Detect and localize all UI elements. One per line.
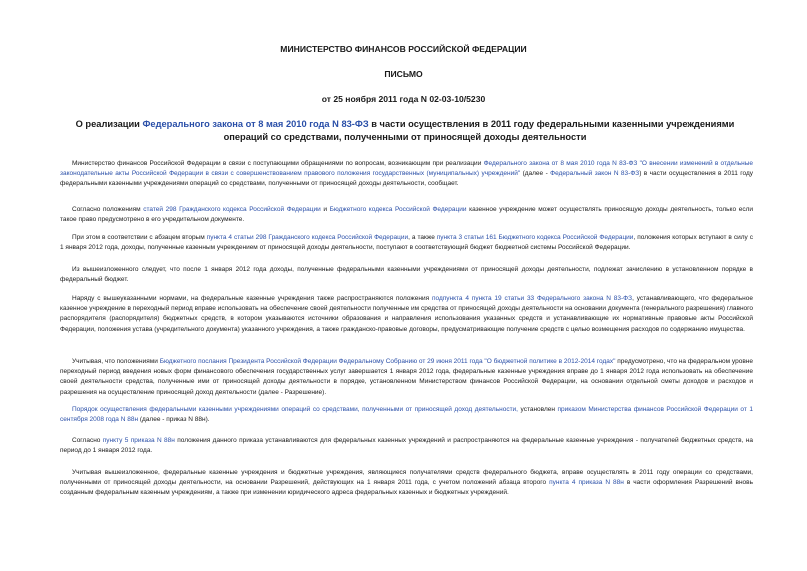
paragraph-text: При этом в соответствии с абзацем вторым xyxy=(72,234,207,241)
reference-link[interactable]: Бюджетного послания Президента Российской Федерации Федеральному Собранию от 29 июня 2011 года "О бюджетной политике в 2012-2014 годах" xyxy=(159,358,616,365)
date-number-heading: от 25 ноября 2011 года N 02-03-10/5230 xyxy=(321,94,486,104)
paragraph-text: Наряду с вышеуказанными нормами, на федеральные казенные учреждения также распространяются положения xyxy=(72,295,432,302)
paragraph-text: (далее - приказ N 88н). xyxy=(138,416,210,424)
reference-link[interactable]: Федеральный закон N 83-ФЗ xyxy=(550,170,640,178)
paragraph-text: , положения которых вступают в силу с 1 января 2012 года, доходы, полученные казенным учреждением от приносящей доходы деятельности, поступают в соответствующий бюджет бюджетной системы Российской Федерации. xyxy=(60,234,753,252)
paragraph-9 xyxy=(60,468,753,499)
ministry-heading: МИНИСТЕРСТВО ФИНАНСОВ РОССИЙСКОЙ ФЕДЕРАЦИИ xyxy=(280,44,527,54)
paragraph-7 xyxy=(60,405,753,425)
paragraph-text: Учитывая, что положениями xyxy=(72,358,160,365)
reference-link[interactable]: Бюджетного кодекса Российской Федерации xyxy=(329,206,467,213)
paragraph-2 xyxy=(60,205,753,225)
reference-link[interactable]: Порядок осуществления федеральными казенными учреждениями операций со средствами, полученными от приносящей доход деятельности, xyxy=(72,406,518,413)
paragraph-6 xyxy=(60,357,753,398)
paragraph-text: в части оформления Разрешений вновь созданным федеральным казенным учреждениям, а также при изменении юридического адреса федеральных казенных и бюджетных учреждений. xyxy=(60,479,753,497)
paragraph-text: положения данного приказа устанавливаются для федеральных казенных учреждений и распространяются на федеральные казенные учреждения - получателей бюджетных средств, на период до 1 января 2012 года. xyxy=(60,437,753,455)
doc-type-heading: ПИСЬМО xyxy=(384,69,423,79)
paragraph-4 xyxy=(60,265,753,285)
paragraph-1 xyxy=(60,159,753,190)
paragraph-text: Согласно xyxy=(72,437,103,444)
reference-link[interactable]: пункта 3 статьи 161 Бюджетного кодекса Российской Федерации xyxy=(436,234,634,241)
paragraph-text: казенное учреждение может осуществлять приносящую доходы деятельность, только если такое право предусмотрено в его учредительном документе. xyxy=(60,206,753,224)
paragraph-text: Учитывая вышеизложенное, федеральные казенные учреждения и бюджетные учреждения, являющиеся получателями средств федерального бюджета, вправе осуществлять в 2011 году операции со средствами, полученными от приносящей доходы деятельности, на основании Разрешений, действующих на 1 января 2011 года, с учетом положений абзаца второго xyxy=(60,469,753,487)
reference-link[interactable]: подпункта 4 пункта 19 статьи 33 Федерального закона N 83-ФЗ xyxy=(431,295,633,302)
reference-link[interactable]: пункту 5 приказа N 88н xyxy=(102,437,175,444)
reference-link[interactable]: пункта 4 статьи 298 Гражданского кодекса Российской Федерации xyxy=(206,234,409,241)
document-title xyxy=(60,118,750,144)
paragraph-text: установлен xyxy=(517,406,558,413)
reference-link[interactable]: пункта 4 приказа N 88н xyxy=(549,479,624,487)
title-text-before: О реализации xyxy=(75,119,143,129)
paragraph-text: Согласно положениям xyxy=(72,206,144,213)
reference-link[interactable]: Федерального закона от 8 мая 2010 года N 83-ФЗ "О внесении изменений в отдельные законодательные акты Российской Федерации в связи с совершенствованием правового положения государственных (муниципальных) учреждений" xyxy=(60,160,753,178)
reference-link[interactable]: статей 298 Гражданского кодекса Российской Федерации xyxy=(143,206,321,213)
paragraph-text: Из вышеизложенного следует, что после 1 января 2012 года доходы, полученные федеральными казенными учреждениями от приносящей доходы деятельности, подлежат зачислению в установленном порядке в федеральный бюджет. xyxy=(60,266,753,284)
title-law-link[interactable]: Федерального закона от 8 мая 2010 года N 83-ФЗ xyxy=(142,119,369,129)
paragraph-text: Министерство финансов Российской Федерации в связи с поступающими обращениями по вопросам, возникающим при реализации xyxy=(72,160,484,167)
paragraph-5 xyxy=(60,294,753,335)
paragraph-3 xyxy=(60,233,753,253)
paragraph-8 xyxy=(60,436,753,456)
paragraph-text: предусмотрено, что на федеральном уровне переходный период введения новых форм финансового обеспечения государственных услуг завершается 1 января 2012 года, федеральные казенные учреждения вправе до 1 января 2012 года использовать на обеспечение своей деятельности средства, полученные ими от приносящей доходы деятельности в порядке, установленном Министерством финансов Российской Федерации, на основании отдельной сметы доходов и расходов и разрешения на осуществление приносящей доход деятельности (далее - Разрешение). xyxy=(60,358,753,396)
title-text-after: в части осуществления в 2011 году федеральными казенными учреждениями операций со средствами, полученными от приносящей доходы деятельности xyxy=(223,119,735,142)
paragraph-text: (далее - xyxy=(520,170,551,178)
paragraph-text: , устанавливающего, что федеральное казенное учреждение в переходный период вправе использовать на обеспечение своей деятельности полученные им средства от приносящей доходы деятельности на основании документа (генерального разрешения) главного распорядителя (распорядителя) бюджетных средств, в котором указываются источники образования и направления использования указанных средств и устанавливающие их нормативные правовые акты Российской Федерации, положения устава (учредительного документа) указанного учреждения, а также гражданско-правовые договоры, предусматривающие получение средств с целью возмещения расходов по содержанию имущества. xyxy=(60,295,754,333)
paragraph-text: и xyxy=(320,206,330,213)
reference-link[interactable]: приказом Министерства финансов Российской Федерации от 1 сентября 2008 года N 88н xyxy=(60,406,753,424)
paragraph-text: , а также xyxy=(408,234,437,241)
paragraph-text: ) в части осуществления в 2011 году федеральными казенными учреждениями операций со средствами, полученными от приносящей доходы деятельности, сообщает. xyxy=(60,170,753,188)
